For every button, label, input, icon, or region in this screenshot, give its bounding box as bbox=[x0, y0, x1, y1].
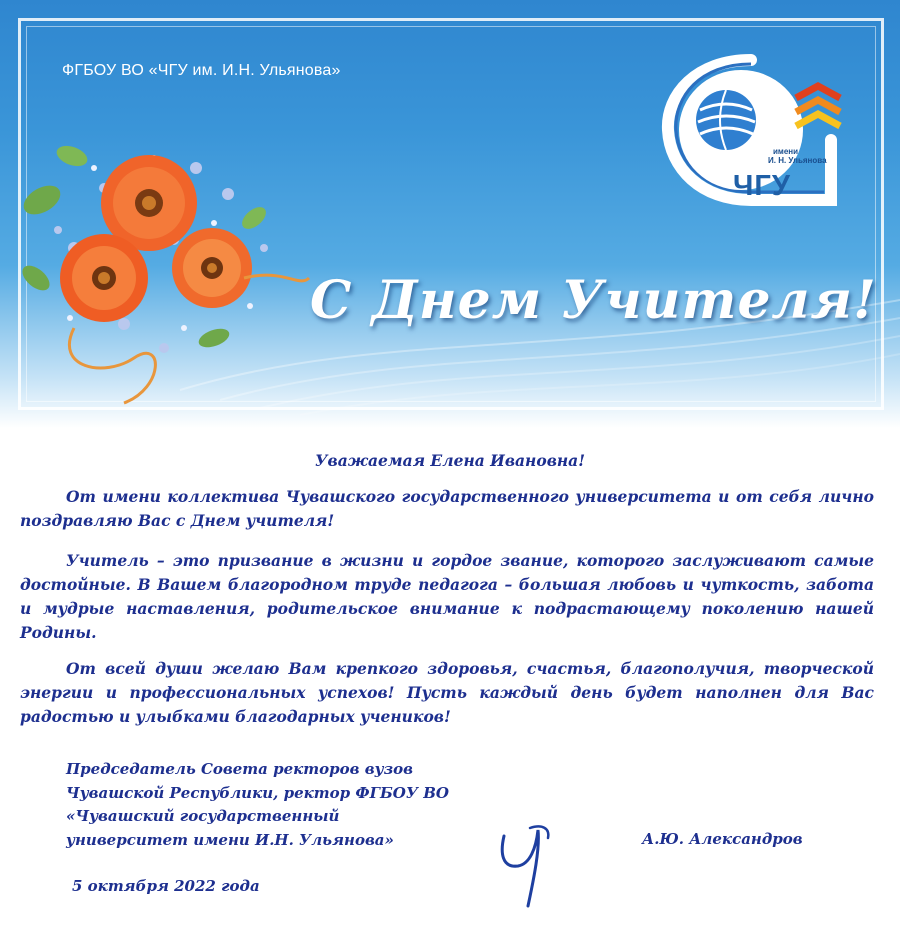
paragraph-1: От имени коллектива Чувашского государственного университета и от себя лично поздравляю Вас с Днем учителя! bbox=[20, 487, 874, 530]
signer-name: А.Ю. Александров bbox=[642, 830, 803, 848]
greeting-banner bbox=[0, 0, 900, 428]
flower-bouquet-image bbox=[14, 128, 314, 413]
signature-title-line: «Чувашский государственный bbox=[66, 807, 340, 825]
handwritten-signature bbox=[490, 808, 560, 918]
signature-title-block bbox=[66, 758, 449, 852]
paragraph-2: Учитель – это призвание в жизни и гордое звание, которого заслуживают самые достойные. В Вашем благородном труде педагога – большая любовь и чуткость, забота и мудрые наставления, родительское внимание к подрастающему поколению нашей Родины. bbox=[20, 551, 874, 642]
signature-title-line: Председатель Совета ректоров вузов bbox=[66, 760, 413, 778]
signature-title-line: университет имени И.Н. Ульянова» bbox=[66, 830, 394, 849]
logo-abbreviation: ЧГУ bbox=[733, 170, 791, 202]
letter-date: 5 октября 2022 года bbox=[72, 877, 260, 895]
salutation: Уважаемая Елена Ивановна! bbox=[314, 451, 586, 470]
greeting-headline: С Днем Учителя! bbox=[310, 270, 877, 331]
university-name: ФГБОУ ВО «ЧГУ им. И.Н. Ульянова» bbox=[62, 62, 341, 79]
letter-body bbox=[0, 428, 900, 931]
logo-label-line1: имени bbox=[773, 147, 799, 156]
signature-title-line: Чувашской Республики, ректор ФГБОУ ВО bbox=[66, 783, 449, 802]
paragraph-3: От всей души желаю Вам крепкого здоровья, счастья, благополучия, творческой энергии и профессиональных успехов! Пусть каждый день будет наполнен для Вас радостью и улыбками благодарных учеников! bbox=[20, 659, 874, 726]
logo-label-line2: И. Н. Ульянова bbox=[768, 156, 827, 165]
